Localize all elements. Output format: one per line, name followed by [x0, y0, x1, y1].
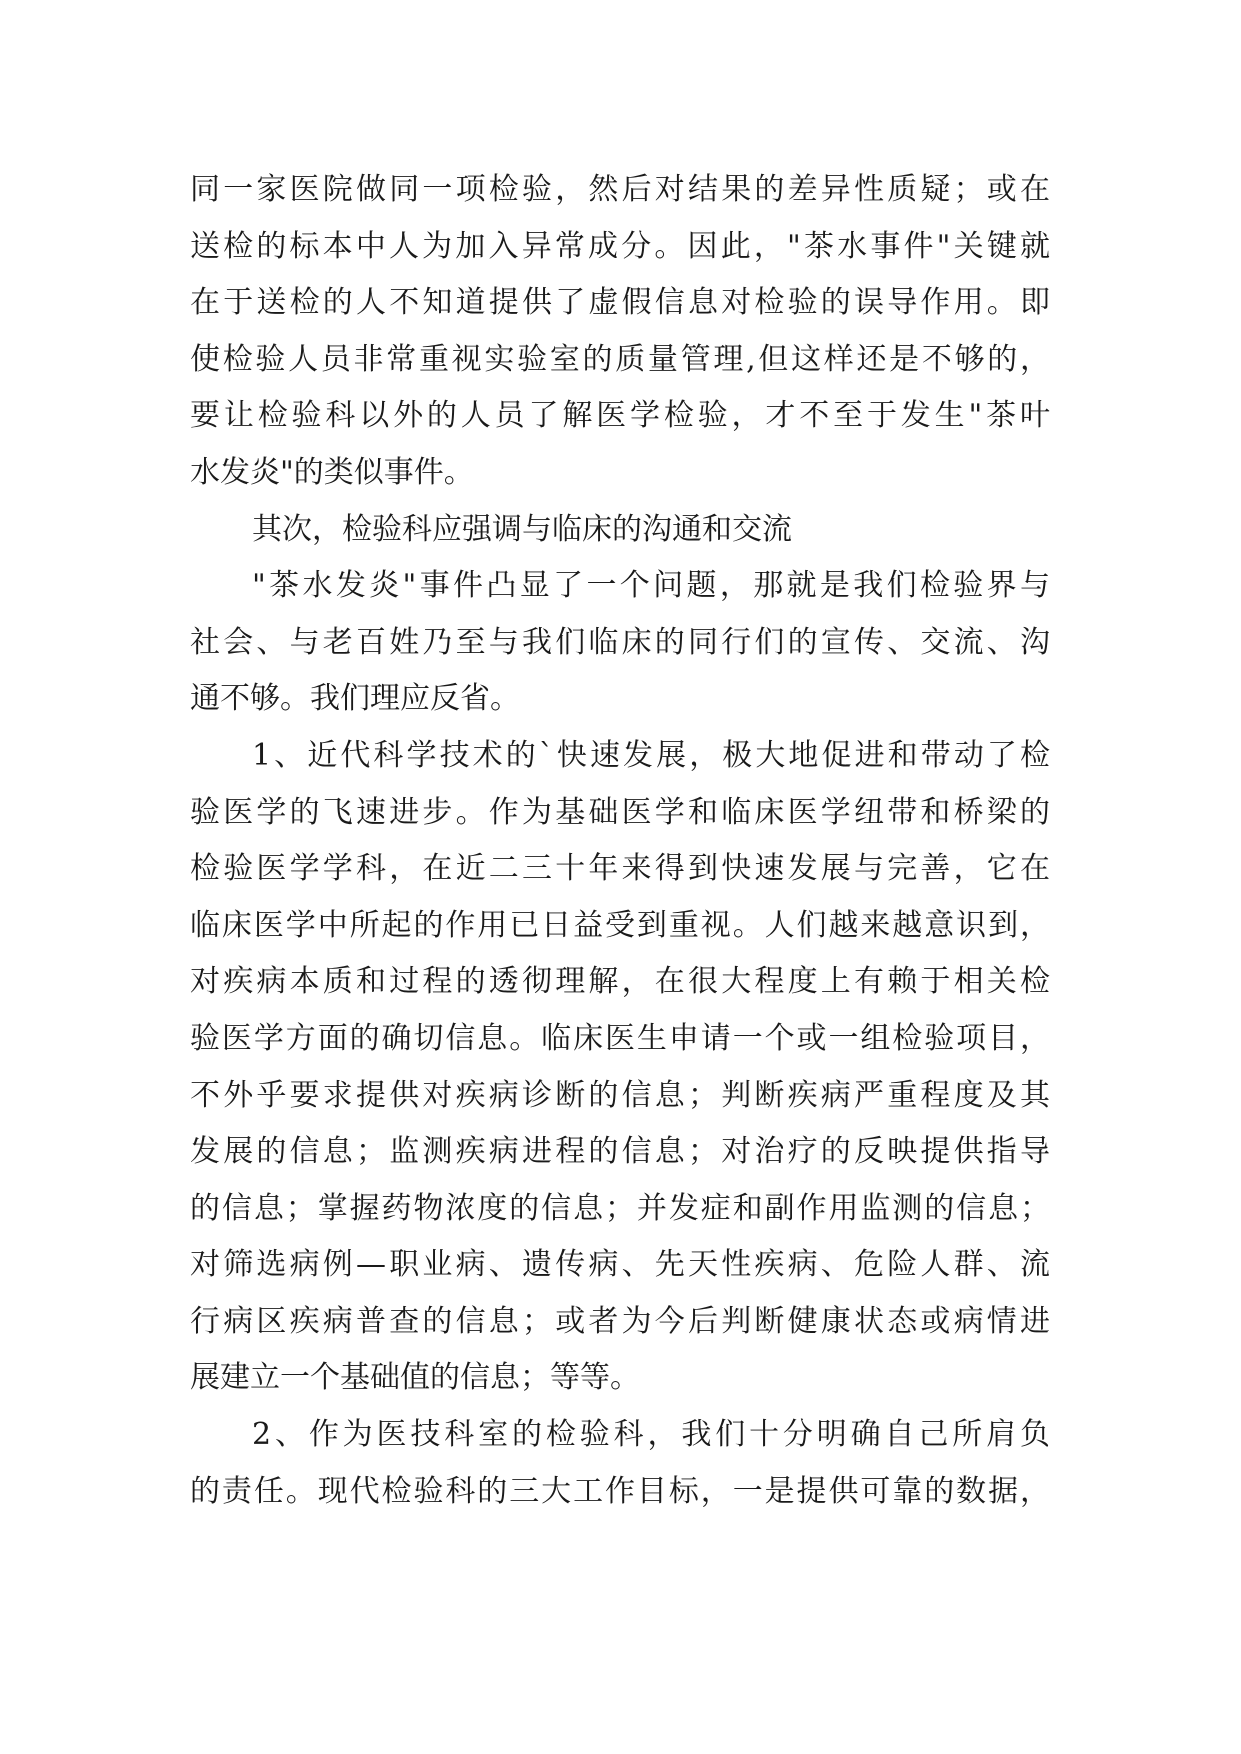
text-line: 要让检验科以外的人员了解医学检验，才不至于发生"茶叶	[190, 398, 1050, 434]
text-line: 水发炎"的类似事件。	[190, 454, 474, 490]
text-line: 同一家医院做同一项检验，然后对结果的差异性质疑；或在	[190, 172, 1050, 207]
text-line: 的责任。现代检验科的三大工作目标，一是提供可靠的数据，	[190, 1473, 1050, 1509]
body-text	[190, 162, 1050, 1520]
text-line: 使检验人员非常重视实验室的质量管理,但这样还是不够的，	[190, 341, 1050, 377]
text-line: 2、作为医技科室的检验科，我们十分明确自己所肩负	[252, 1417, 1050, 1453]
text-line: 对疾病本质和过程的透彻理解，在很大程度上有赖于相关检	[190, 964, 1050, 1000]
text-line: 通不够。我们理应反省。	[190, 681, 520, 717]
text-line: 不外乎要求提供对疾病诊断的信息；判断疾病严重程度及其	[190, 1077, 1050, 1113]
text-line: 行病区疾病普查的信息；或者为今后判断健康状态或病情进	[190, 1303, 1050, 1339]
text-line: 的信息；掌握药物浓度的信息；并发症和副作用监测的信息；	[190, 1190, 1050, 1226]
section-heading: 其次，检验科应强调与临床的沟通和交流	[252, 511, 792, 547]
text-line: 临床医学中所起的作用已日益受到重视。人们越来越意识到，	[190, 907, 1050, 943]
text-line: 对筛选病例—职业病、遗传病、先天性疾病、危险人群、流	[190, 1247, 1050, 1283]
text-line: "茶水发炎"事件凸显了一个问题，那就是我们检验界与	[252, 568, 1050, 604]
text-line: 检验医学学科，在近二三十年来得到快速发展与完善，它在	[190, 851, 1050, 887]
text-line: 在于送检的人不知道提供了虚假信息对检验的误导作用。即	[190, 285, 1050, 321]
text-line: 发展的信息；监测疾病进程的信息；对治疗的反映提供指导	[190, 1134, 1050, 1170]
text-line: 验医学的飞速进步。作为基础医学和临床医学纽带和桥梁的	[190, 794, 1050, 830]
text-line: 社会、与老百姓乃至与我们临床的同行们的宣传、交流、沟	[190, 624, 1050, 660]
text-line: 1、近代科学技术的`快速发展，极大地促进和带动了检	[252, 737, 1050, 773]
text-line: 展建立一个基础值的信息；等等。	[190, 1360, 640, 1396]
text-line: 送检的标本中人为加入异常成分。因此，"茶水事件"关键就	[190, 228, 1050, 264]
text-line: 验医学方面的确切信息。临床医生申请一个或一组检验项目，	[190, 1020, 1050, 1056]
